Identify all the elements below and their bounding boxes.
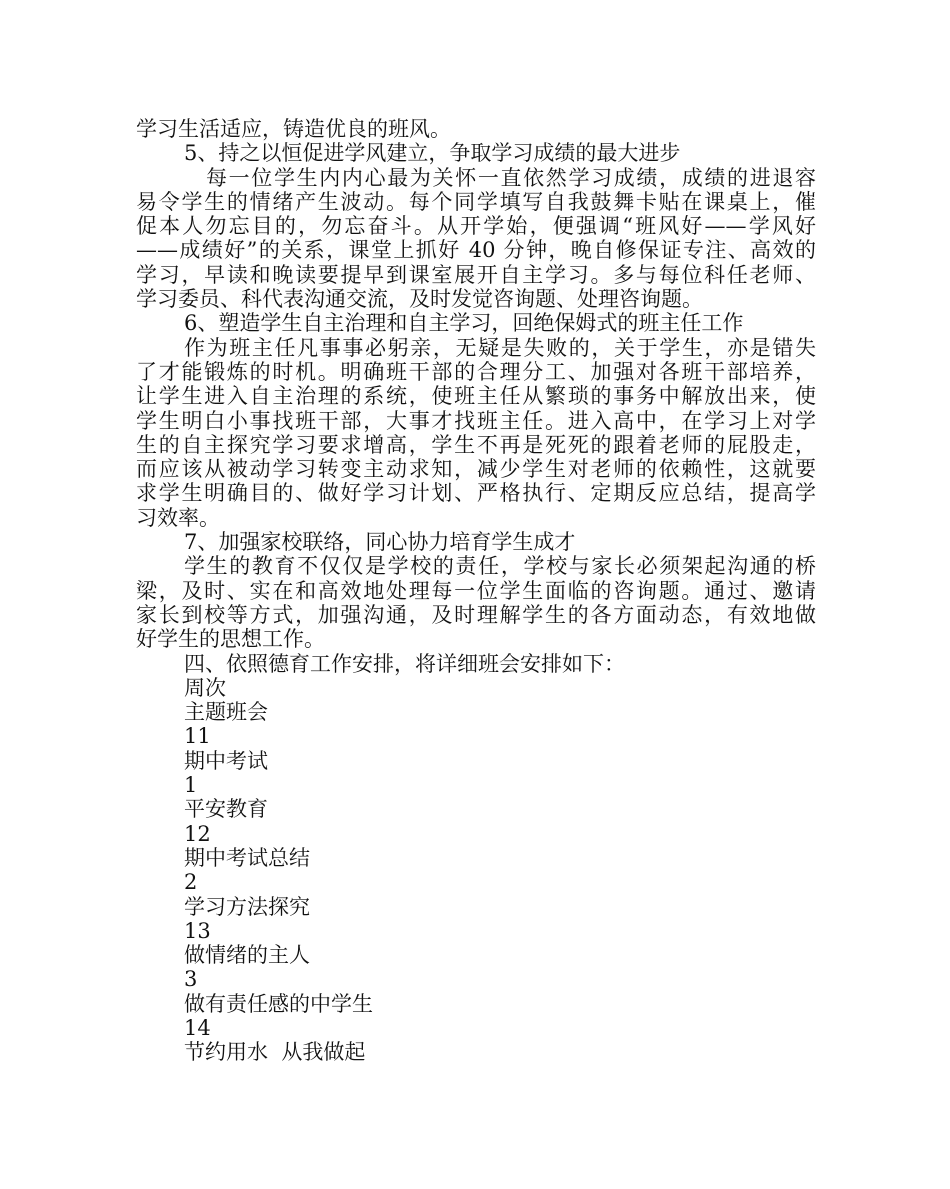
section-6-line: 作为班主任凡事事必躬亲，无疑是失败的，关于学生，亦是错失 — [184, 335, 816, 360]
section-7-heading: 7、加强家校联络，同心协力培育学生成才 — [184, 530, 576, 555]
section-6-line: 习效率。 — [136, 505, 220, 530]
schedule-item: 13 — [184, 918, 211, 943]
section-6-heading: 6、塑造学生自主治理和自主学习，回绝保姆式的班主任工作 — [184, 311, 744, 336]
section-7-line: 梁，及时、实在和高效地处理每一位学生面临的咨询题。通过、邀请 — [136, 578, 816, 603]
section-6-line: 求学生明确目的、做好学习计划、严格执行、定期反应总结，提高学 — [136, 481, 816, 506]
part-4-heading: 四、依照德育工作安排，将详细班会安排如下： — [184, 651, 625, 676]
section-5-line: 易令学生的情绪产生波动。每个同学填写自我鼓舞卡贴在课桌上，催 — [136, 189, 816, 214]
section-6-line: 生的自主探究学习要求增高，学生不再是死死的跟着老师的屁股走， — [136, 432, 816, 457]
schedule-item: 11 — [184, 724, 211, 749]
schedule-item: 做有责任感的中学生 — [184, 991, 373, 1016]
schedule-item: 1 — [184, 773, 198, 798]
section-5-line: 学习委员、科代表沟通交流，及时发觉咨询题、处理咨询题。 — [136, 287, 703, 312]
section-6-line: 让学生进入自主治理的系统，使班主任从繁琐的事务中解放出来，使 — [136, 384, 816, 409]
schedule-item: 2 — [184, 870, 198, 895]
schedule-item: 主题班会 — [184, 700, 268, 725]
section-6-line: 了才能锻炼的时机。明确班干部的合理分工、加强对各班干部培养， — [136, 359, 816, 384]
section-5-line: ——成绩好”的关系，课堂上抓好 40 分钟，晚自修保证专注、高效的 — [136, 238, 816, 263]
schedule-item: 做情绪的主人 — [184, 943, 310, 968]
document-body — [136, 117, 816, 1065]
schedule-item: 3 — [184, 967, 198, 992]
section-7-line: 好学生的思想工作。 — [136, 627, 325, 652]
section-5-line: 促本人勿忘目的，勿忘奋斗。从开学始，便强调“班风好——学风好 — [136, 214, 816, 239]
section-5-heading: 5、持之以恒促进学风建立，争取学习成绩的最大进步 — [184, 141, 681, 166]
schedule-item: 期中考试 — [184, 748, 268, 773]
schedule-item: 12 — [184, 821, 211, 846]
section-5-line: 每一位学生内内心最为关怀一直依然学习成绩，成绩的进退容 — [206, 165, 816, 190]
section-6-line: 学生明白小事找班干部，大事才找班主任。进入高中，在学习上对学 — [136, 408, 816, 433]
section-7-line: 家长到校等方式，加强沟通，及时理解学生的各方面动态，有效地做 — [136, 602, 816, 627]
section-6-line: 而应该从被动学习转变主动求知，减少学生对老师的依赖性，这就要 — [136, 457, 816, 482]
schedule-item: 平安教育 — [184, 797, 268, 822]
paragraph-continuation: 学习生活适应，铸造优良的班风。 — [136, 117, 451, 141]
section-5-line: 学习，早读和晚读要提早到课室展开自主学习。多与每位科任老师、 — [136, 262, 816, 287]
schedule-item: 学习方法探究 — [184, 894, 310, 919]
schedule-item: 期中考试总结 — [184, 845, 310, 870]
section-7-line: 学生的教育不仅仅是学校的责任，学校与家长必须架起沟通的桥 — [184, 554, 816, 579]
schedule-item: 周次 — [184, 675, 226, 700]
schedule-item: 14 — [184, 1015, 211, 1040]
schedule-item: 节约用水 从我做起 — [184, 1040, 366, 1065]
